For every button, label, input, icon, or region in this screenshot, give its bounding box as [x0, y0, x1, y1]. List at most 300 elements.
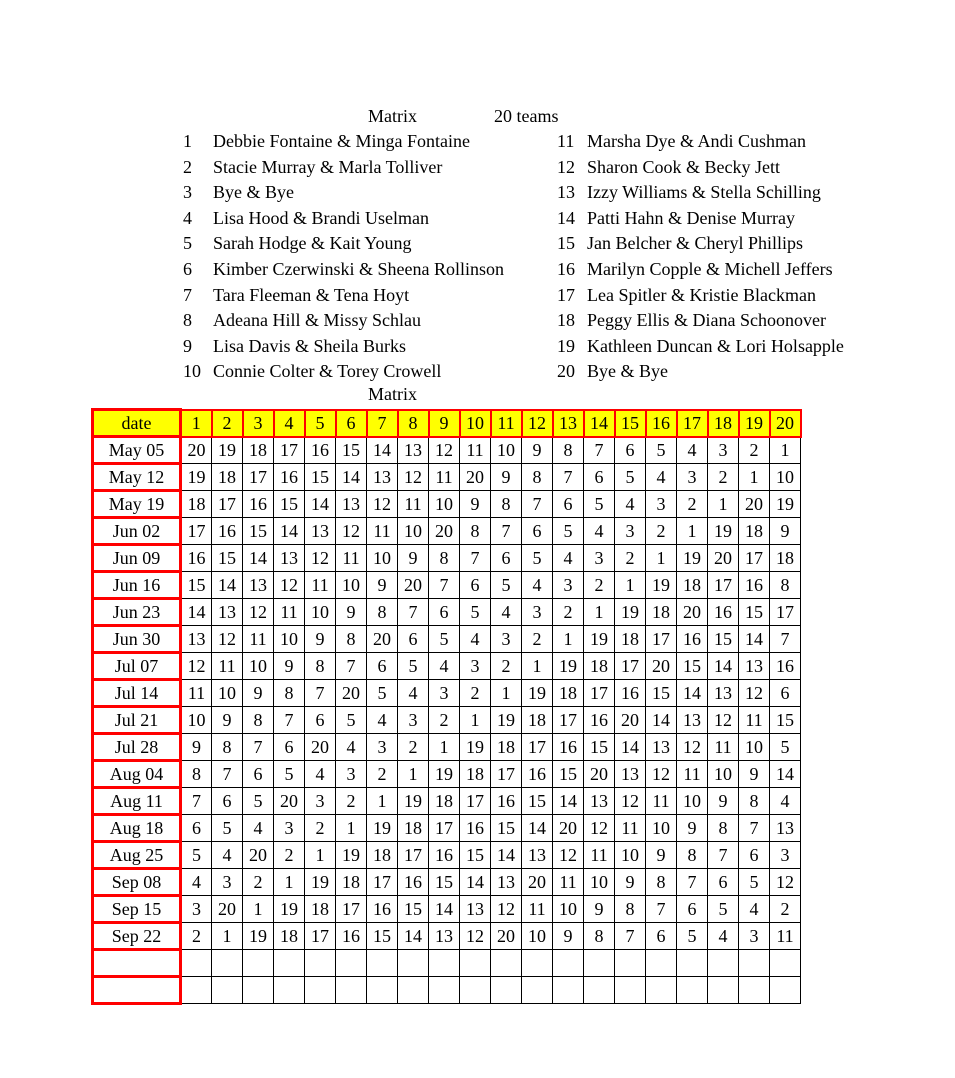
team-column-header: 19: [739, 410, 770, 437]
table-row: [93, 788, 801, 815]
team-number: 12: [557, 156, 575, 177]
opponent-cell: [181, 950, 212, 977]
opponent-cell: 7: [398, 599, 429, 626]
opponent-cell: 14: [677, 680, 708, 707]
opponent-cell: 18: [491, 734, 522, 761]
opponent-cell: 11: [274, 599, 305, 626]
opponent-cell: 12: [181, 653, 212, 680]
opponent-cell: 10: [739, 734, 770, 761]
opponent-cell: 10: [646, 815, 677, 842]
opponent-cell: 8: [646, 869, 677, 896]
opponent-cell: 6: [522, 518, 553, 545]
opponent-cell: 5: [181, 842, 212, 869]
opponent-cell: 15: [336, 437, 367, 464]
opponent-cell: 5: [243, 788, 274, 815]
opponent-cell: 10: [615, 842, 646, 869]
opponent-cell: 6: [677, 896, 708, 923]
opponent-cell: 7: [212, 761, 243, 788]
opponent-cell: 7: [739, 815, 770, 842]
team-entry: [557, 233, 803, 253]
opponent-cell: 13: [677, 707, 708, 734]
opponent-cell: 6: [708, 869, 739, 896]
table-row: [93, 653, 801, 680]
opponent-cell: 18: [305, 896, 336, 923]
opponent-cell: 17: [429, 815, 460, 842]
date-cell: Jul 28: [93, 734, 181, 761]
team-name: Lisa Hood & Brandi Uselman: [213, 207, 429, 228]
opponent-cell: 13: [367, 464, 398, 491]
opponent-cell: 1: [336, 815, 367, 842]
opponent-cell: 9: [305, 626, 336, 653]
opponent-cell: 1: [646, 545, 677, 572]
opponent-cell: 11: [615, 815, 646, 842]
opponent-cell: 6: [491, 545, 522, 572]
opponent-cell: 11: [181, 680, 212, 707]
opponent-cell: 16: [429, 842, 460, 869]
opponent-cell: 4: [212, 842, 243, 869]
team-entry: [557, 259, 833, 279]
team-column-header: 17: [677, 410, 708, 437]
opponent-cell: 4: [398, 680, 429, 707]
opponent-cell: [367, 950, 398, 977]
opponent-cell: 1: [460, 707, 491, 734]
opponent-cell: 18: [615, 626, 646, 653]
opponent-cell: 3: [553, 572, 584, 599]
team-column-header: 7: [367, 410, 398, 437]
opponent-cell: 5: [460, 599, 491, 626]
opponent-cell: 13: [522, 842, 553, 869]
table-row: [93, 869, 801, 896]
opponent-cell: 2: [460, 680, 491, 707]
date-cell: Sep 15: [93, 896, 181, 923]
opponent-cell: 4: [367, 707, 398, 734]
opponent-cell: 15: [739, 599, 770, 626]
team-number: 11: [557, 131, 575, 151]
team-column-header: 12: [522, 410, 553, 437]
opponent-cell: 14: [739, 626, 770, 653]
opponent-cell: 16: [615, 680, 646, 707]
opponent-cell: 7: [708, 842, 739, 869]
team-entry: [557, 285, 816, 305]
date-cell: Jun 16: [93, 572, 181, 599]
team-number: 19: [557, 335, 575, 356]
opponent-cell: 18: [367, 842, 398, 869]
opponent-cell: 19: [274, 896, 305, 923]
opponent-cell: 4: [522, 572, 553, 599]
table-row: [93, 923, 801, 950]
opponent-cell: 1: [398, 761, 429, 788]
opponent-cell: 9: [491, 464, 522, 491]
team-number: 2: [183, 156, 192, 177]
opponent-cell: 19: [429, 761, 460, 788]
opponent-cell: 14: [305, 491, 336, 518]
date-cell: Jul 21: [93, 707, 181, 734]
team-column-header: 20: [770, 410, 801, 437]
opponent-cell: 7: [646, 896, 677, 923]
opponent-cell: 17: [367, 869, 398, 896]
opponent-cell: 14: [491, 842, 522, 869]
team-number: 9: [183, 335, 192, 356]
opponent-cell: 13: [615, 761, 646, 788]
opponent-cell: 10: [212, 680, 243, 707]
opponent-cell: 4: [646, 464, 677, 491]
opponent-cell: 3: [429, 680, 460, 707]
team-name: Kathleen Duncan & Lori Holsapple: [587, 335, 844, 356]
date-cell: May 19: [93, 491, 181, 518]
opponent-cell: 20: [243, 842, 274, 869]
opponent-cell: [646, 950, 677, 977]
opponent-cell: 20: [212, 896, 243, 923]
opponent-cell: 14: [274, 518, 305, 545]
opponent-cell: 12: [491, 896, 522, 923]
header-row: [93, 410, 801, 437]
opponent-cell: 5: [770, 734, 801, 761]
team-column-header: 6: [336, 410, 367, 437]
opponent-cell: [243, 977, 274, 1004]
opponent-cell: 6: [429, 599, 460, 626]
opponent-cell: [615, 950, 646, 977]
opponent-cell: 20: [305, 734, 336, 761]
opponent-cell: [460, 950, 491, 977]
opponent-cell: 14: [522, 815, 553, 842]
opponent-cell: 16: [367, 896, 398, 923]
opponent-cell: 9: [615, 869, 646, 896]
opponent-cell: 13: [181, 626, 212, 653]
opponent-cell: 5: [522, 545, 553, 572]
opponent-cell: 13: [398, 437, 429, 464]
team-column-header: 14: [584, 410, 615, 437]
opponent-cell: 1: [367, 788, 398, 815]
opponent-cell: 16: [274, 464, 305, 491]
opponent-cell: 2: [305, 815, 336, 842]
opponent-cell: [739, 977, 770, 1004]
opponent-cell: 13: [770, 815, 801, 842]
opponent-cell: 3: [677, 464, 708, 491]
team-name: Connie Colter & Torey Crowell: [213, 361, 442, 382]
opponent-cell: 9: [336, 599, 367, 626]
team-number: 7: [183, 284, 192, 305]
opponent-cell: 10: [584, 869, 615, 896]
opponent-cell: 18: [553, 680, 584, 707]
table-row: [93, 626, 801, 653]
team-number: 1: [183, 131, 192, 151]
opponent-cell: 19: [212, 437, 243, 464]
opponent-cell: 9: [181, 734, 212, 761]
opponent-cell: 11: [770, 923, 801, 950]
opponent-cell: [739, 950, 770, 977]
opponent-cell: 5: [336, 707, 367, 734]
opponent-cell: 20: [367, 626, 398, 653]
opponent-cell: 8: [367, 599, 398, 626]
opponent-cell: 5: [646, 437, 677, 464]
opponent-cell: 8: [739, 788, 770, 815]
opponent-cell: 12: [460, 923, 491, 950]
opponent-cell: 8: [243, 707, 274, 734]
team-name: Sharon Cook & Becky Jett: [587, 156, 780, 177]
opponent-cell: 2: [181, 923, 212, 950]
team-column-header: 18: [708, 410, 739, 437]
opponent-cell: 7: [243, 734, 274, 761]
opponent-cell: 20: [584, 761, 615, 788]
opponent-cell: 20: [181, 437, 212, 464]
opponent-cell: 9: [460, 491, 491, 518]
opponent-cell: 2: [522, 626, 553, 653]
opponent-cell: 5: [212, 815, 243, 842]
opponent-cell: 15: [584, 734, 615, 761]
opponent-cell: 19: [460, 734, 491, 761]
opponent-cell: 7: [615, 923, 646, 950]
opponent-cell: [584, 950, 615, 977]
team-column-header: 11: [491, 410, 522, 437]
opponent-cell: 2: [398, 734, 429, 761]
opponent-cell: 12: [708, 707, 739, 734]
opponent-cell: [553, 950, 584, 977]
opponent-cell: 5: [429, 626, 460, 653]
opponent-cell: 10: [553, 896, 584, 923]
opponent-cell: 15: [243, 518, 274, 545]
team-name: Stacie Murray & Marla Tolliver: [213, 156, 443, 177]
opponent-cell: 11: [212, 653, 243, 680]
opponent-cell: 11: [739, 707, 770, 734]
team-number: 5: [183, 233, 192, 254]
opponent-cell: 9: [584, 896, 615, 923]
date-cell: May 12: [93, 464, 181, 491]
opponent-cell: 11: [584, 842, 615, 869]
opponent-cell: 13: [429, 923, 460, 950]
date-cell: Aug 04: [93, 761, 181, 788]
opponent-cell: 12: [615, 788, 646, 815]
table-row: [93, 491, 801, 518]
opponent-cell: 10: [305, 599, 336, 626]
opponent-cell: 2: [677, 491, 708, 518]
opponent-cell: 9: [522, 437, 553, 464]
opponent-cell: 17: [770, 599, 801, 626]
team-name: Marilyn Copple & Michell Jeffers: [587, 259, 833, 279]
opponent-cell: 14: [367, 437, 398, 464]
team-number: 20: [557, 361, 575, 382]
opponent-cell: 16: [460, 815, 491, 842]
opponent-cell: 15: [553, 761, 584, 788]
opponent-cell: 3: [274, 815, 305, 842]
opponent-cell: 4: [305, 761, 336, 788]
opponent-cell: 16: [212, 518, 243, 545]
date-header: date: [93, 410, 181, 437]
team-number: 14: [557, 207, 575, 228]
opponent-cell: 12: [274, 572, 305, 599]
team-entry: [557, 208, 795, 228]
table-row: [93, 572, 801, 599]
opponent-cell: 8: [584, 923, 615, 950]
team-entry: [183, 361, 441, 381]
opponent-cell: 10: [336, 572, 367, 599]
opponent-cell: 4: [491, 599, 522, 626]
opponent-cell: 13: [646, 734, 677, 761]
opponent-cell: 10: [677, 788, 708, 815]
opponent-cell: 19: [367, 815, 398, 842]
opponent-cell: 8: [181, 761, 212, 788]
opponent-cell: 18: [584, 653, 615, 680]
opponent-cell: 11: [305, 572, 336, 599]
opponent-cell: 15: [770, 707, 801, 734]
opponent-cell: 9: [677, 815, 708, 842]
team-number: 18: [557, 310, 575, 331]
opponent-cell: 12: [553, 842, 584, 869]
opponent-cell: 4: [336, 734, 367, 761]
opponent-cell: 1: [584, 599, 615, 626]
opponent-cell: 14: [615, 734, 646, 761]
opponent-cell: 2: [770, 896, 801, 923]
team-column-header: 15: [615, 410, 646, 437]
opponent-cell: 1: [491, 680, 522, 707]
opponent-cell: 14: [553, 788, 584, 815]
opponent-cell: 18: [739, 518, 770, 545]
team-name: Kimber Czerwinski & Sheena Rollinson: [213, 259, 504, 279]
opponent-cell: 3: [708, 437, 739, 464]
opponent-cell: 18: [646, 599, 677, 626]
opponent-cell: 5: [615, 464, 646, 491]
matrix-subtitle: Matrix: [368, 384, 417, 404]
opponent-cell: 6: [398, 626, 429, 653]
opponent-cell: 6: [646, 923, 677, 950]
opponent-cell: 20: [553, 815, 584, 842]
opponent-cell: 12: [367, 491, 398, 518]
opponent-cell: 19: [615, 599, 646, 626]
date-cell: Aug 18: [93, 815, 181, 842]
opponent-cell: 13: [336, 491, 367, 518]
opponent-cell: 6: [305, 707, 336, 734]
opponent-cell: 16: [491, 788, 522, 815]
opponent-cell: [646, 977, 677, 1004]
opponent-cell: 7: [460, 545, 491, 572]
opponent-cell: 13: [708, 680, 739, 707]
team-number: 3: [183, 182, 192, 203]
opponent-cell: 18: [398, 815, 429, 842]
date-cell: Jun 30: [93, 626, 181, 653]
opponent-cell: 1: [243, 896, 274, 923]
opponent-cell: 7: [274, 707, 305, 734]
team-number: 13: [557, 182, 575, 203]
opponent-cell: 18: [212, 464, 243, 491]
table-row: [93, 680, 801, 707]
opponent-cell: 5: [367, 680, 398, 707]
opponent-cell: 14: [429, 896, 460, 923]
table-row: [93, 437, 801, 464]
opponent-cell: 17: [584, 680, 615, 707]
opponent-cell: 15: [429, 869, 460, 896]
table-row: [93, 734, 801, 761]
opponent-cell: 5: [491, 572, 522, 599]
opponent-cell: [212, 950, 243, 977]
opponent-cell: 1: [522, 653, 553, 680]
team-column-header: 5: [305, 410, 336, 437]
team-entry: [183, 310, 421, 330]
opponent-cell: 17: [398, 842, 429, 869]
opponent-cell: 17: [274, 437, 305, 464]
opponent-cell: 8: [615, 896, 646, 923]
opponent-cell: 18: [243, 437, 274, 464]
opponent-cell: 16: [522, 761, 553, 788]
team-entry: [183, 259, 504, 279]
opponent-cell: 4: [739, 896, 770, 923]
team-column-header: 9: [429, 410, 460, 437]
opponent-cell: 10: [243, 653, 274, 680]
table-row: [93, 707, 801, 734]
team-entry: [183, 336, 406, 356]
opponent-cell: 12: [770, 869, 801, 896]
opponent-cell: 17: [212, 491, 243, 518]
opponent-cell: 6: [212, 788, 243, 815]
team-name: Bye & Bye: [213, 182, 294, 203]
opponent-cell: 8: [553, 437, 584, 464]
opponent-cell: 10: [708, 761, 739, 788]
opponent-cell: [367, 977, 398, 1004]
opponent-cell: 16: [739, 572, 770, 599]
opponent-cell: [429, 977, 460, 1004]
opponent-cell: 6: [274, 734, 305, 761]
opponent-cell: 17: [739, 545, 770, 572]
opponent-cell: 11: [522, 896, 553, 923]
opponent-cell: 3: [305, 788, 336, 815]
opponent-cell: 14: [770, 761, 801, 788]
team-entry: [557, 361, 668, 381]
opponent-cell: 2: [429, 707, 460, 734]
opponent-cell: 19: [646, 572, 677, 599]
opponent-cell: 20: [274, 788, 305, 815]
opponent-cell: 15: [708, 626, 739, 653]
opponent-cell: 20: [677, 599, 708, 626]
opponent-cell: [274, 977, 305, 1004]
opponent-cell: 10: [274, 626, 305, 653]
opponent-cell: 6: [367, 653, 398, 680]
opponent-cell: 7: [677, 869, 708, 896]
opponent-cell: 20: [646, 653, 677, 680]
opponent-cell: 9: [646, 842, 677, 869]
opponent-cell: 3: [646, 491, 677, 518]
table-row: [93, 950, 801, 977]
opponent-cell: 12: [646, 761, 677, 788]
team-entry: [557, 336, 844, 356]
opponent-cell: 5: [274, 761, 305, 788]
opponent-cell: 13: [243, 572, 274, 599]
opponent-cell: 17: [615, 653, 646, 680]
opponent-cell: 1: [615, 572, 646, 599]
opponent-cell: 20: [522, 869, 553, 896]
opponent-cell: 4: [708, 923, 739, 950]
opponent-cell: [243, 950, 274, 977]
opponent-cell: 20: [708, 545, 739, 572]
opponent-cell: [398, 977, 429, 1004]
opponent-cell: 6: [460, 572, 491, 599]
team-entry: [183, 208, 429, 228]
opponent-cell: 12: [305, 545, 336, 572]
opponent-cell: 18: [429, 788, 460, 815]
opponent-cell: 4: [243, 815, 274, 842]
opponent-cell: 1: [770, 437, 801, 464]
opponent-cell: 9: [708, 788, 739, 815]
team-entry: [183, 233, 412, 253]
team-number: 16: [557, 259, 575, 279]
team-number: 4: [183, 207, 192, 228]
opponent-cell: 9: [739, 761, 770, 788]
opponent-cell: 20: [615, 707, 646, 734]
opponent-cell: 2: [553, 599, 584, 626]
opponent-cell: 8: [305, 653, 336, 680]
opponent-cell: 3: [584, 545, 615, 572]
team-name: Debbie Fontaine & Minga Fontaine: [213, 131, 470, 151]
opponent-cell: 11: [677, 761, 708, 788]
opponent-cell: 5: [398, 653, 429, 680]
opponent-cell: 7: [429, 572, 460, 599]
